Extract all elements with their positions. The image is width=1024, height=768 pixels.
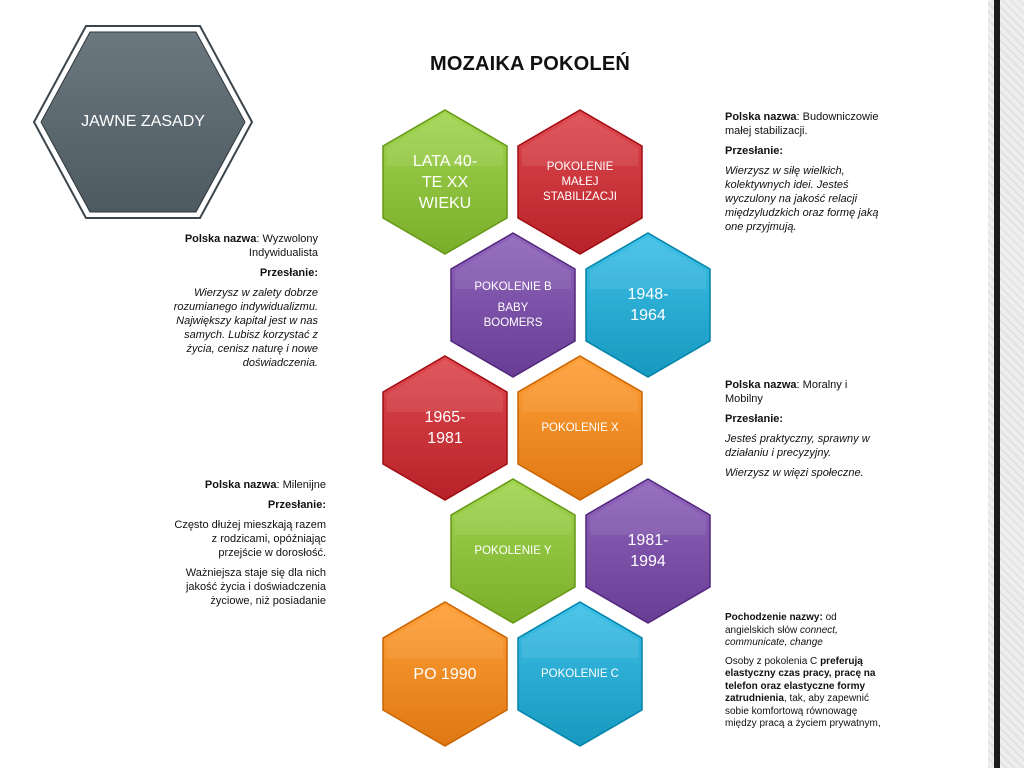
hex-boomers-line-0: POKOLENIE B (474, 280, 552, 293)
hex-malej-line-2: STABILIZACJI (543, 190, 617, 203)
liberated-message-text: Wierzysz w zalety dobrze rozumianego indywidualizmu. Największy kapitał jest w nas samych. Lubisz korzystać z życia, cenisz naturę i nowe doświadczenia. (173, 287, 318, 369)
liberated-message-label: Przesłanie: (259, 267, 318, 279)
hex-po1990-label (394, 600, 496, 748)
genc-p2-start: Osoby z pokolenia C (725, 655, 821, 667)
liberated-name-value: : Wyzwolony Indywidualista (248, 233, 318, 259)
mobile-name-label: Polska nazwa (725, 379, 797, 391)
hex-malej-line-0: POKOLENIE (546, 160, 614, 173)
liberated-name-label: Polska nazwa (184, 233, 257, 245)
hex-y1948-line-0: 1948- (627, 286, 669, 303)
principles-hexagon (30, 22, 256, 222)
hex-y1981-line-1: 1994 (630, 553, 666, 570)
genc-p2-bold: preferują elastyczny czas pracy, pracę na telefon oraz elastyczne formy zatrudnienia (725, 655, 876, 704)
hex-geny-line-0: POKOLENIE Y (474, 544, 552, 557)
builders-name-label: Polska nazwa (725, 111, 797, 123)
builders-message-text: Wierzysz w siłę wielkich, kolektywnych idei. Jesteś wyczulony na jakość relacji międzyludzkich oraz formę jaką one przyjmują. (725, 165, 879, 233)
builders-description (725, 110, 885, 240)
hex-genx-line-0: POKOLENIE X (541, 421, 619, 434)
genc-origin-label: Pochodzenie nazwy: (725, 612, 823, 623)
hex-genc-line-0: POKOLENIE C (541, 667, 619, 680)
millennial-description (166, 478, 326, 614)
page-title: MOZAIKA POKOLEŃ (429, 53, 631, 75)
hex-y1965-line-1: 1981 (427, 430, 463, 447)
mobile-message-text-1: Jesteś praktyczny, sprawny w działaniu i precyzyjny. (725, 433, 870, 459)
builders-name-value: : Budowniczowie małej stabilizacji. (725, 111, 879, 137)
hex-lata40-line-0: LATA 40- (412, 152, 478, 170)
genc-origin-text: od angielskich słów (725, 612, 837, 636)
mobile-description (725, 378, 885, 486)
genc-p2-end: , tak, aby zapewnić sobie komfortową równowagę między pracą a życiem prywatnym, (725, 693, 881, 729)
mobile-message-label: Przesłanie: (725, 413, 784, 425)
hex-lata40-line-1: TE XX (421, 173, 469, 191)
hex-genc (515, 600, 645, 748)
millennial-name-label: Polska nazwa (204, 479, 277, 491)
hex-y1948-line-1: 1964 (630, 307, 666, 324)
hex-lata40-line-2: WIEKU (418, 194, 472, 212)
liberated-description (168, 232, 318, 376)
decorative-edge-line (994, 0, 1000, 768)
hex-po1990 (380, 600, 510, 748)
hex-boomers-line-2: BOOMERS (483, 316, 543, 329)
hex-y1965-line-0: 1965- (424, 409, 466, 426)
hex-y1981-line-0: 1981- (627, 532, 669, 549)
genc-origin-words: connect, communicate, change (725, 624, 838, 648)
millennial-message-label: Przesłanie: (267, 499, 326, 511)
genc-description (725, 612, 885, 737)
millennial-message-text-1: Często dłużej mieszkają razem z rodzicami, opóźniając przejście w dorosłość. (174, 519, 326, 559)
builders-message-label: Przesłanie: (725, 145, 784, 157)
hex-malej-line-1: MAŁEJ (561, 175, 599, 188)
millennial-message-text-2: Ważniejsza staje się dla nich jakość życia i doświadczenia życiowe, niż posiadanie (185, 567, 326, 607)
millennial-name-value: : Milenijne (276, 479, 326, 491)
mobile-message-text-2: Wierzysz w więzi społeczne. (725, 467, 864, 479)
principles-label: JAWNE ZASADY (81, 113, 205, 130)
hex-boomers-line-1: BABY (497, 301, 529, 314)
mobile-name-value: : Moralny i Mobilny (725, 379, 848, 405)
hex-genc-label (529, 600, 631, 748)
hex-po1990-line-0: PO 1990 (413, 665, 477, 683)
